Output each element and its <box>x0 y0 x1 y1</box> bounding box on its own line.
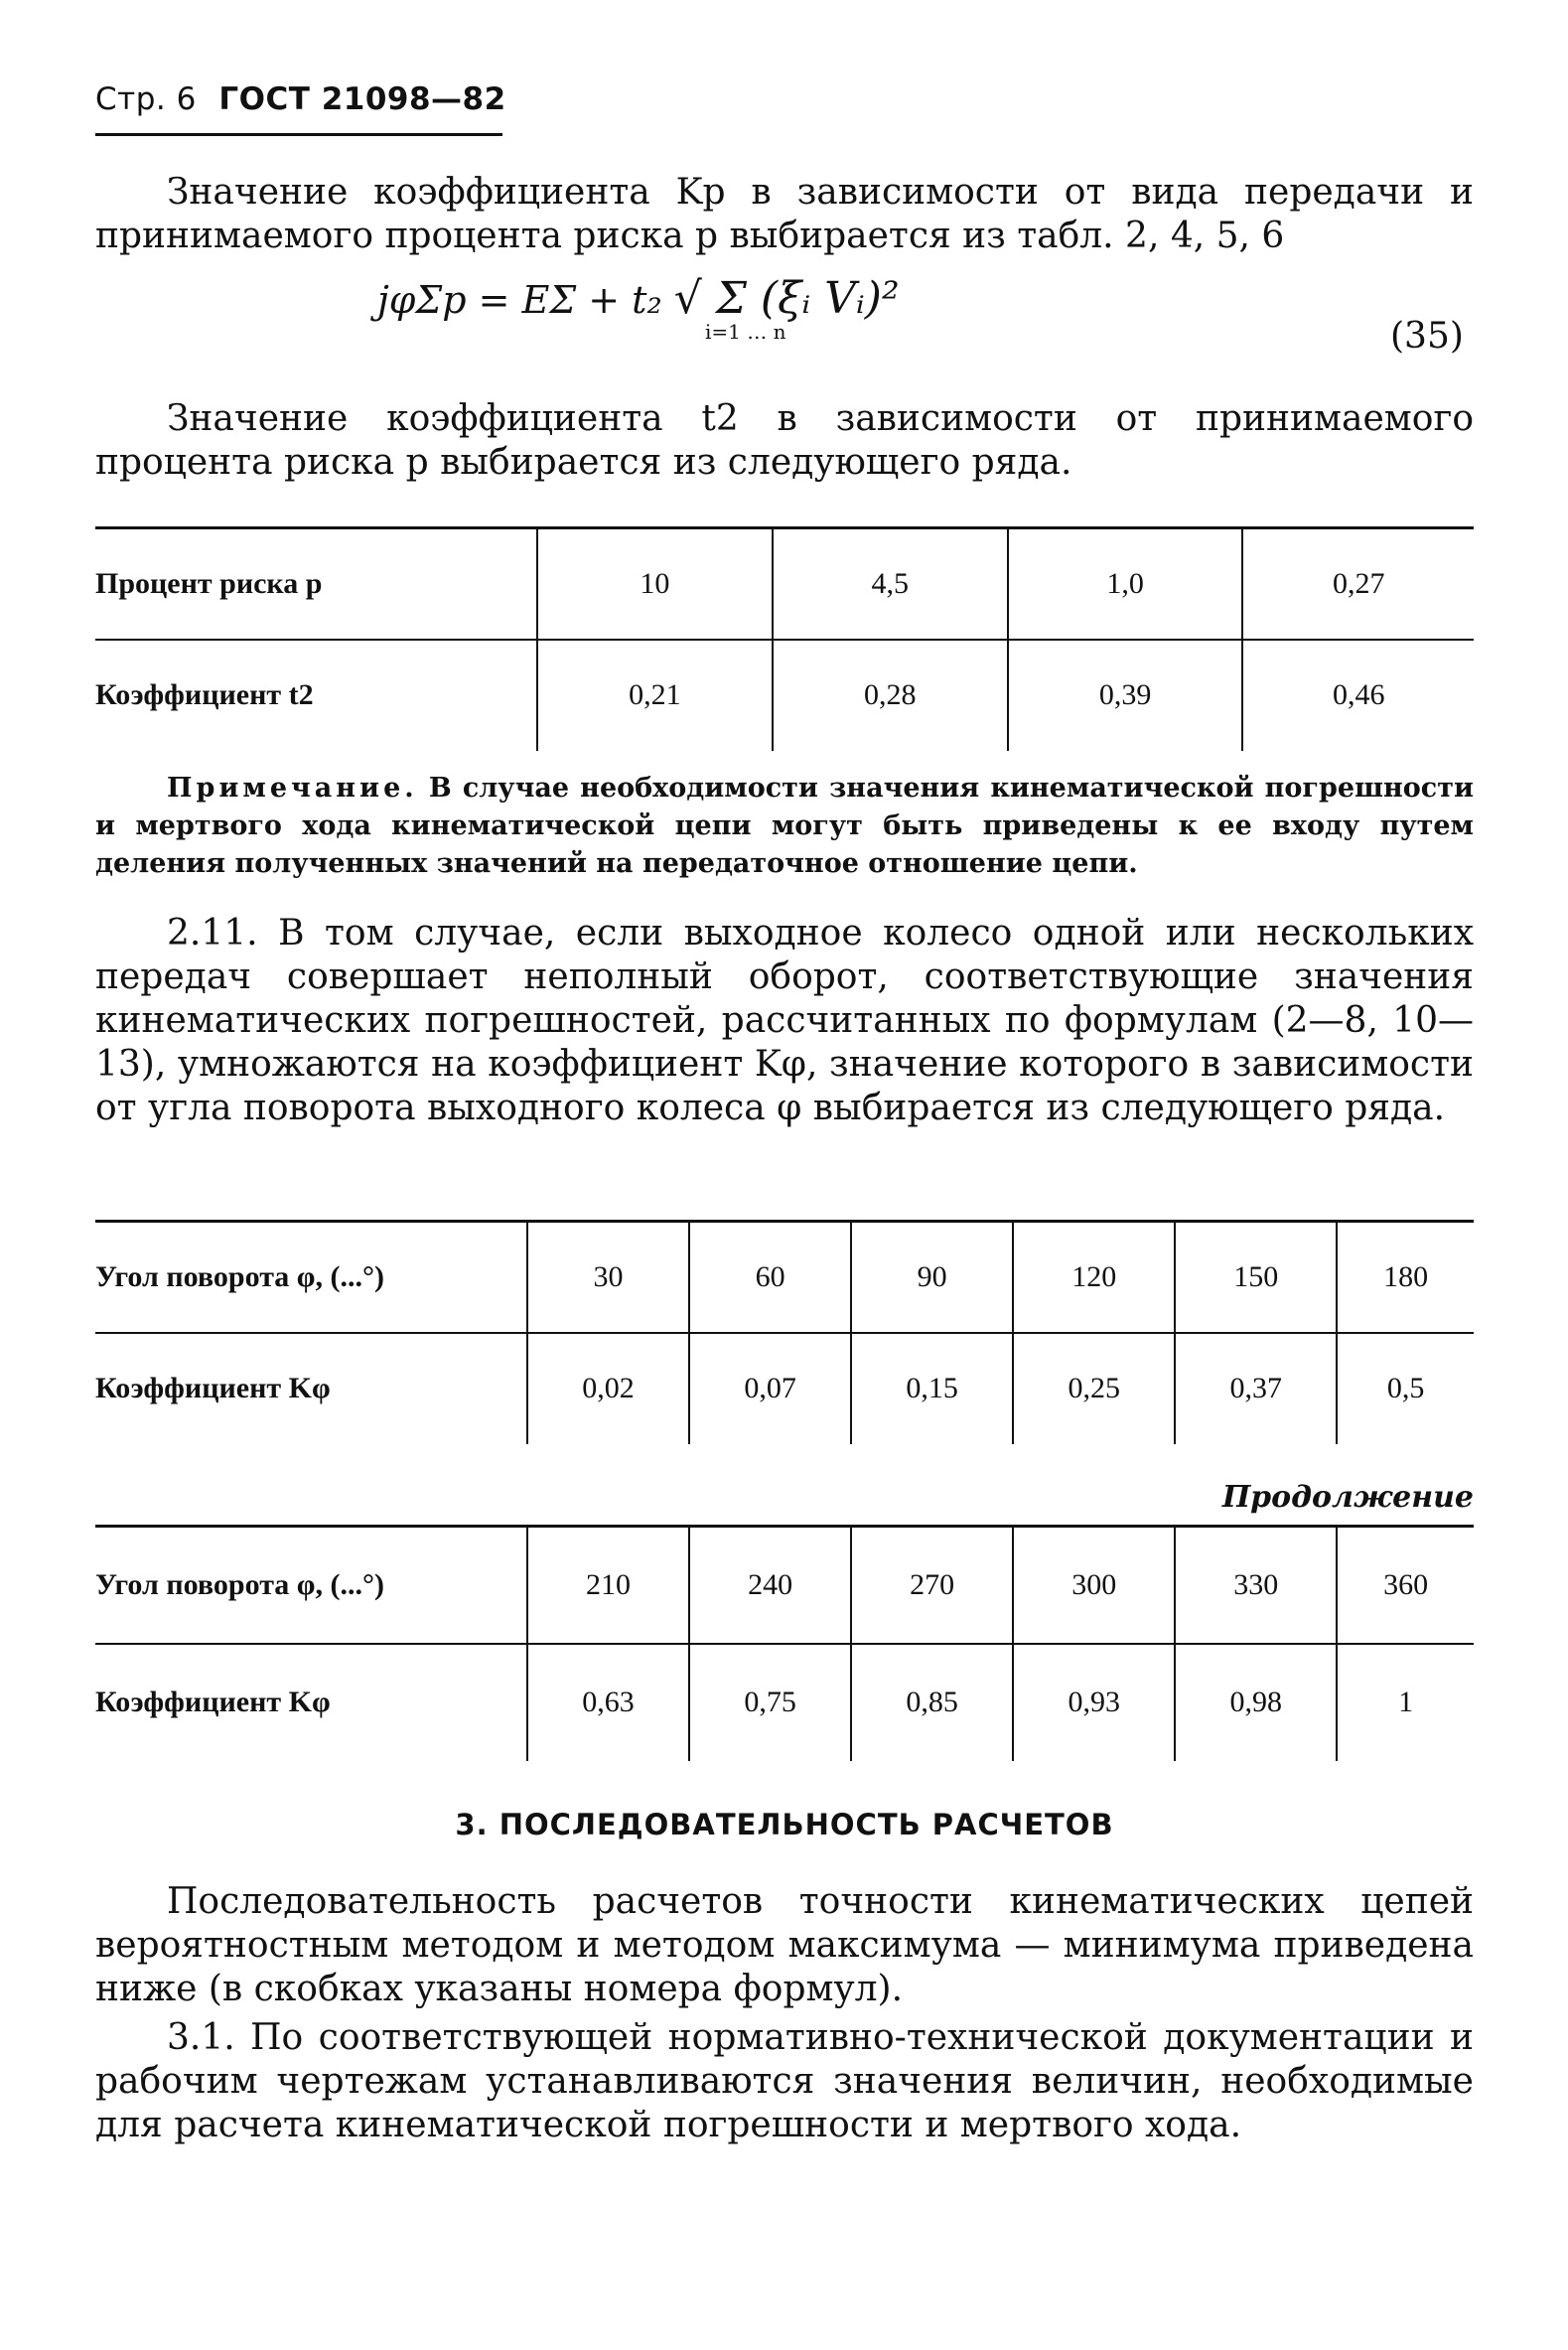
paragraph-kp: Значение коэффициента Kр в зависимости от вида передачи и принимаемого процента риска p выбирается из табл. 2, 4, 5, 6 <box>95 172 1474 256</box>
table-cell: 210 <box>527 1527 689 1644</box>
row-label: Угол поворота φ, (...°) <box>95 1527 527 1644</box>
table-cell: 0,37 <box>1175 1333 1337 1444</box>
table-row <box>95 1222 1474 1333</box>
table-cell: 330 <box>1175 1527 1337 1644</box>
paragraph-2-11: 2.11. В том случае, если выходное колесо одной или нескольких передач совершает неполный оборот, соответствующие значения кинематических погрешностей, рассчитанных по формулам (2—8, 10—13), умножаются на коэффициент Kφ, значение которого в зависимости от угла поворота выходного колеса φ выбирается из следующего ряда. <box>95 913 1474 1128</box>
note-lead: Примечание. <box>167 773 418 804</box>
section-title: 3. ПОСЛЕДОВАТЕЛЬНОСТЬ РАСЧЕТОВ <box>455 1808 1114 1841</box>
table-cell: 360 <box>1337 1527 1474 1644</box>
table-cell: 0,39 <box>1008 640 1243 751</box>
note <box>95 770 1474 883</box>
row-label: Процент риска p <box>95 528 537 640</box>
paragraph-sequence: Последовательность расчетов точности кинематических цепей вероятностным методом и методом максимума — минимума приведена ниже (в скобках указаны номера формул). <box>95 1881 1474 2009</box>
angle-table-2 <box>95 1525 1474 1761</box>
table-row <box>95 1333 1474 1444</box>
formula-sum: √ Σ (ξᵢ Vᵢ)² <box>673 273 900 324</box>
risk-table <box>95 526 1474 751</box>
table-cell: 180 <box>1337 1222 1474 1333</box>
table-row <box>95 528 1474 640</box>
table-cell: 30 <box>527 1222 689 1333</box>
table-cell: 0,46 <box>1242 640 1474 751</box>
table-cell: 0,93 <box>1013 1644 1175 1761</box>
table-cell: 1,0 <box>1008 528 1243 640</box>
table-row <box>95 1644 1474 1761</box>
row-label: Коэффициент Kφ <box>95 1644 527 1761</box>
row-label: Коэффициент Kφ <box>95 1333 527 1444</box>
paragraph-3-1: 3.1. По соответствующей нормативно-технической документации и рабочим чертежам устанавливаются значения величин, необходимые для расчета кинематической погрешности и мертвого хода. <box>95 2017 1474 2145</box>
table-cell: 1 <box>1337 1644 1474 1761</box>
note-text: В случае необходимости значения кинематической погрешности и мертвого хода кинематической цепи могут быть приведены к ее входу путем деления полученных значений на передаточное отношение цепи. <box>95 773 1474 879</box>
table-row <box>95 1527 1474 1644</box>
formula-number: (35) <box>1390 316 1464 357</box>
formula-lhs: jφΣp = EΣ + t₂ <box>377 278 662 322</box>
table-cell: 10 <box>537 528 773 640</box>
table-cell: 240 <box>689 1527 851 1644</box>
table-cell: 0,21 <box>537 640 773 751</box>
table-cell: 60 <box>689 1222 851 1333</box>
table-cell: 90 <box>851 1222 1013 1333</box>
table-cell: 0,85 <box>851 1644 1013 1761</box>
table-cell: 300 <box>1013 1527 1175 1644</box>
page-header <box>95 81 506 117</box>
table-cell: 120 <box>1013 1222 1175 1333</box>
table-row <box>95 640 1474 751</box>
formula-limits: i=1 … n <box>705 320 786 344</box>
table-cell: 0,02 <box>527 1333 689 1444</box>
table-cell: 0,28 <box>773 640 1008 751</box>
row-label: Коэффициент t2 <box>95 640 537 751</box>
header-rule <box>95 133 502 136</box>
table-cell: 0,15 <box>851 1333 1013 1444</box>
table-cell: 0,07 <box>689 1333 851 1444</box>
continuation-label: Продолжение <box>1221 1480 1474 1515</box>
table-cell: 4,5 <box>773 528 1008 640</box>
page-label: Стр. 6 <box>95 81 197 117</box>
angle-table-1 <box>95 1220 1474 1444</box>
standard-number: ГОСТ 21098—82 <box>218 81 506 117</box>
table-cell: 0,98 <box>1175 1644 1337 1761</box>
row-label: Угол поворота φ, (...°) <box>95 1222 527 1333</box>
table-cell: 0,25 <box>1013 1333 1175 1444</box>
table-cell: 0,75 <box>689 1644 851 1761</box>
table-cell: 270 <box>851 1527 1013 1644</box>
formula-35 <box>377 273 900 344</box>
table-cell: 0,63 <box>527 1644 689 1761</box>
table-cell: 0,27 <box>1242 528 1474 640</box>
paragraph-t2: Значение коэффициента t2 в зависимости от принимаемого процента риска p выбирается из следующего ряда. <box>95 398 1474 483</box>
table-cell: 150 <box>1175 1222 1337 1333</box>
table-cell: 0,5 <box>1337 1333 1474 1444</box>
